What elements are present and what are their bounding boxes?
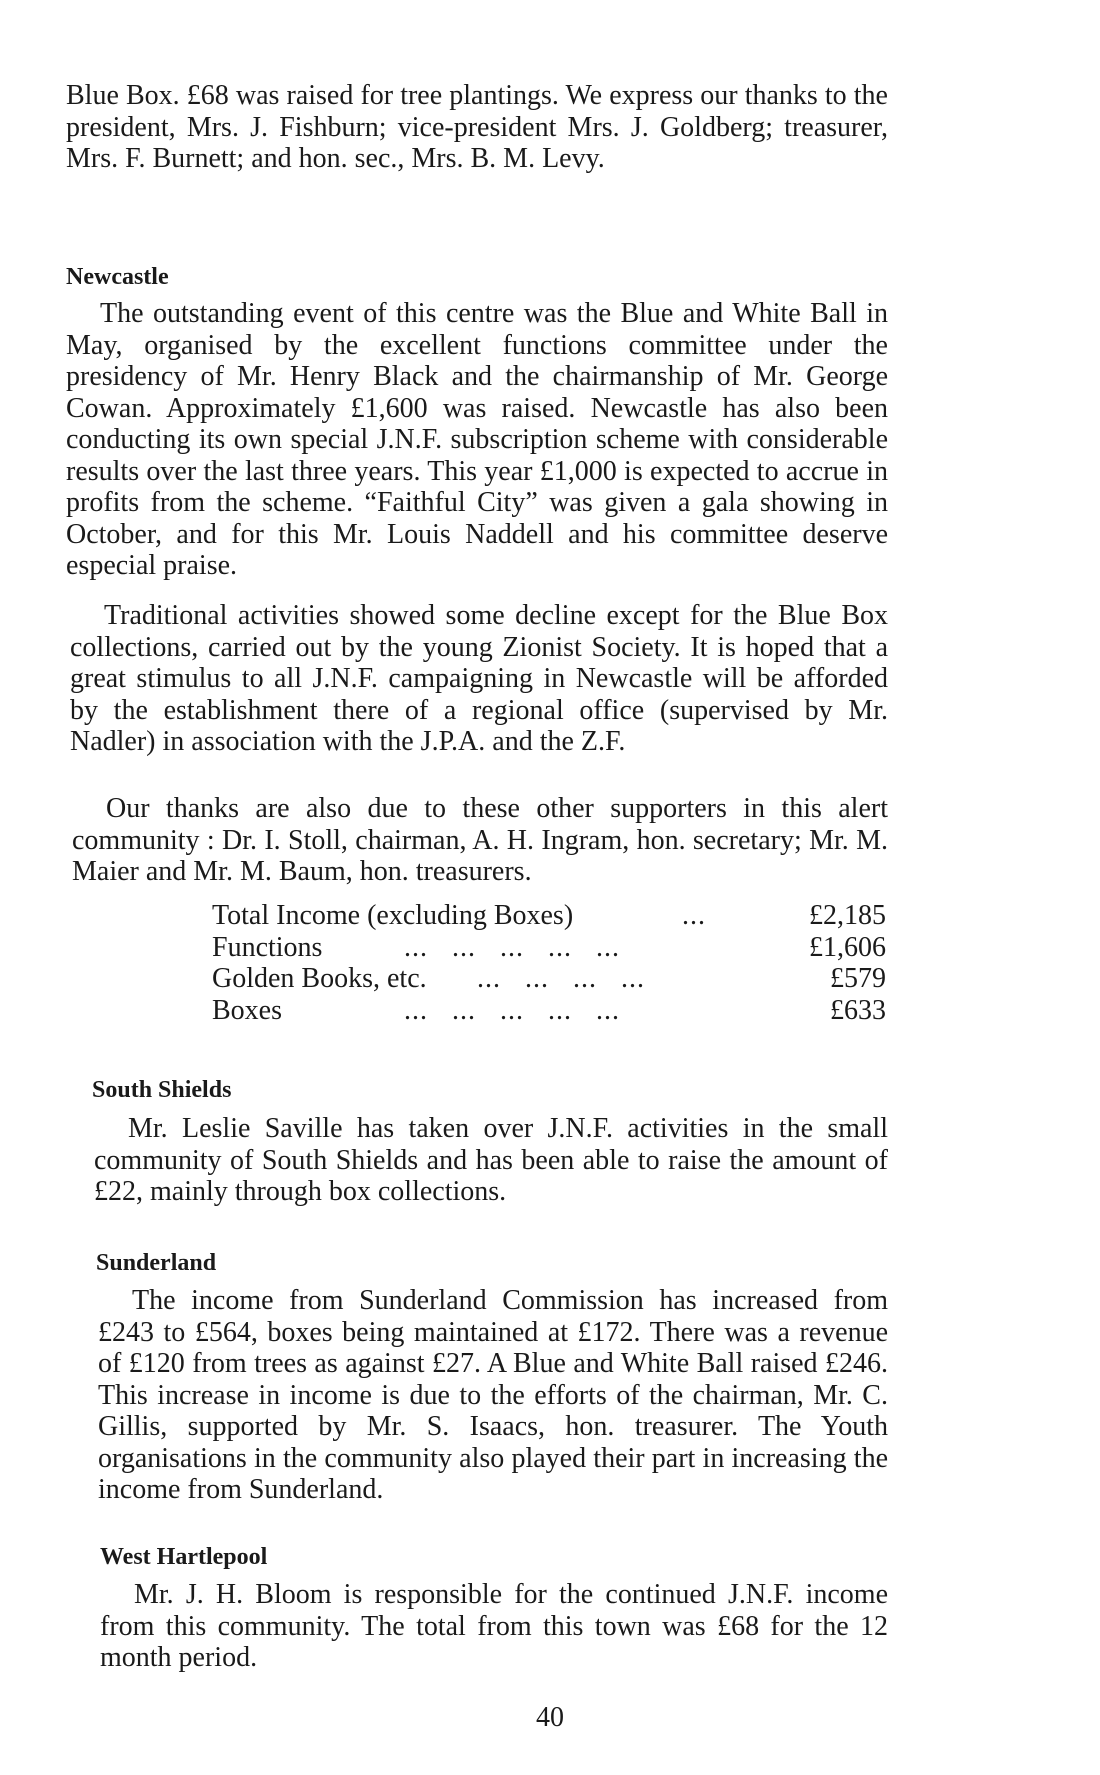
row-label: Total Income (excluding Boxes): [212, 900, 574, 931]
leader-dots: ... ... ... ...: [477, 963, 645, 994]
row-amount: £579: [830, 963, 886, 994]
row-amount: £2,185: [809, 900, 886, 931]
leader-dots: ... ... ... ... ...: [404, 931, 620, 963]
table-row: [212, 963, 886, 995]
west-hartlepool-paragraph: Mr. J. H. Bloom is responsible for the continued J.N.F. income from this community. The total from this town was £68 for the 12 month period.: [100, 1579, 888, 1673]
row-amount: £1,606: [809, 931, 886, 963]
heading-west-hartlepool: West Hartlepool: [100, 1544, 268, 1570]
heading-sunderland: Sunderland: [96, 1250, 217, 1276]
newcastle-income-table: [212, 900, 886, 1026]
table-row: [212, 994, 886, 1027]
intro-paragraph: Blue Box. £68 was raised for tree plantings. We express our thanks to the president, Mrs. J. Fishburn; vice-president Mrs. J. Goldberg; treasurer, Mrs. F. Burnett; and hon. sec., Mrs. B. M. Levy.: [66, 80, 888, 174]
table-row: [212, 900, 886, 932]
row-label: Boxes: [212, 994, 282, 1026]
newcastle-paragraph-3: Our thanks are also due to these other supporters in this alert community : Dr. I. Stoll, chairman, A. H. Ingram, hon. secretary; Mr. M. Maier and Mr. M. Baum, hon. treasurers.: [72, 793, 888, 887]
leader-dots: ...: [682, 900, 706, 931]
newcastle-paragraph-1: The outstanding event of this centre was the Blue and White Ball in May, organised by the excellent functions committee under the presidency of Mr. Henry Black and the chairmanship of Mr. George Cowan. Approximately £1,600 was raised. Newcastle has also been conducting its own special J.N.F. subscription scheme with considerable results over the last three years. This year £1,000 is expected to accrue in profits from the scheme. “Faithful City” was given a gala showing in October, and for this Mr. Louis Naddell and his committee deserve especial praise.: [66, 298, 888, 581]
row-label: Golden Books, etc.: [212, 963, 427, 994]
leader-dots: ... ... ... ... ...: [404, 994, 620, 1026]
newcastle-paragraph-2: Traditional activities showed some decline except for the Blue Box collections, carried out by the young Zionist Society. It is hoped that a great stimulus to all J.N.F. campaigning in Newcastle will be afforded by the establishment there of a regional office (supervised by Mr. Nadler) in association with the J.P.A. and the Z.F.: [70, 600, 888, 757]
heading-newcastle: Newcastle: [66, 264, 169, 290]
sunderland-paragraph: The income from Sunderland Commission has increased from £243 to £564, boxes being maintained at £172. There was a revenue of £120 from trees as against £27. A Blue and White Ball raised £246. This increase in income is due to the efforts of the chairman, Mr. C. Gillis, supported by Mr. S. Isaacs, hon. treasurer. The Youth organisations in the community also played their part in increasing the income from Sunderland.: [98, 1285, 888, 1505]
row-label: Functions: [212, 931, 323, 963]
row-amount: £633: [830, 994, 886, 1026]
heading-south-shields: South Shields: [92, 1077, 232, 1103]
south-shields-paragraph: Mr. Leslie Saville has taken over J.N.F. activities in the small community of South Shields and has been able to raise the amount of £22, mainly through box collections.: [94, 1113, 888, 1207]
table-row: [212, 931, 886, 964]
page-number: 40: [536, 1702, 564, 1733]
